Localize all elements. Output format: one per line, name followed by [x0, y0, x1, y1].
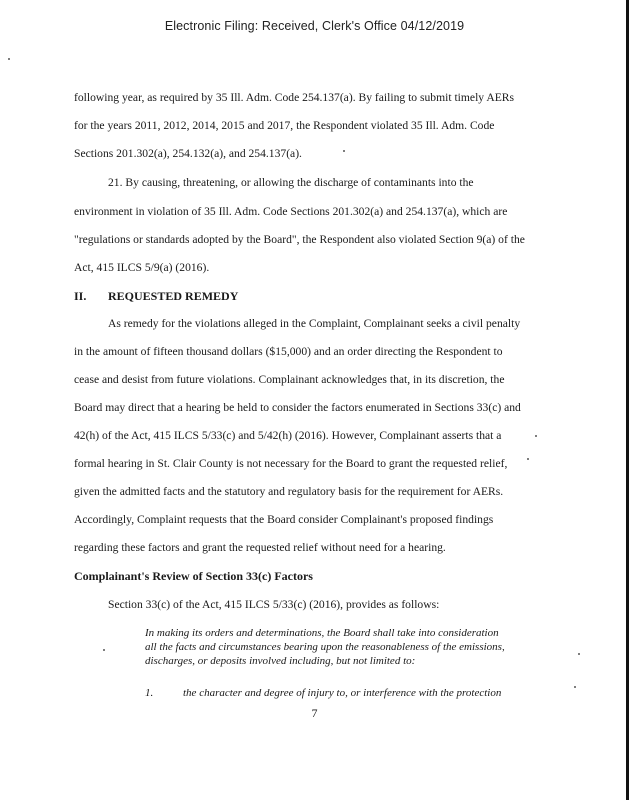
- scan-speck: [103, 649, 105, 651]
- scan-speck: [343, 150, 345, 152]
- scan-speck: [535, 435, 537, 437]
- text-line: "regulations or standards adopted by the Board", the Respondent also violated Section 9(a) of the: [74, 233, 525, 246]
- quote-line: all the facts and circumstances bearing upon the reasonableness of the emissions,: [145, 641, 505, 653]
- list-item-text: the character and degree of injury to, or interference with the protection: [183, 687, 502, 699]
- text-line: following year, as required by 35 Ill. Adm. Code 254.137(a). By failing to submit timely AERs: [74, 91, 515, 104]
- text-line: cease and desist from future violations. Complainant acknowledges that, in its discretion, the: [74, 373, 505, 386]
- text-line: Accordingly, Complaint requests that the Board consider Complainant's proposed findings: [74, 513, 494, 526]
- filing-stamp: Electronic Filing: Received, Clerk's Office 04/12/2019: [164, 19, 465, 33]
- page-number: 7: [311, 706, 318, 720]
- scan-speck: [574, 686, 576, 688]
- scan-speck: [8, 58, 10, 60]
- text-line: in the amount of fifteen thousand dollars ($15,000) and an order directing the Respondent to: [74, 345, 503, 358]
- text-line: Board may direct that a hearing be held to consider the factors enumerated in Sections 33(c) and: [74, 401, 521, 414]
- quote-line: In making its orders and determinations, the Board shall take into consideration: [145, 627, 499, 639]
- text-line: regarding these factors and grant the requested relief without need for a hearing.: [74, 541, 446, 554]
- subheading: Complainant's Review of Section 33(c) Factors: [74, 569, 313, 583]
- section-number: II.: [74, 289, 87, 303]
- text-line: As remedy for the violations alleged in the Complaint, Complainant seeks a civil penalty: [108, 317, 521, 330]
- quote-line: discharges, or deposits involved including, but not limited to:: [145, 655, 416, 667]
- scan-speck: [527, 458, 529, 460]
- text-line: Act, 415 ILCS 5/9(a) (2016).: [74, 261, 210, 274]
- section-title: REQUESTED REMEDY: [108, 289, 239, 303]
- text-line: Section 33(c) of the Act, 415 ILCS 5/33(c) (2016), provides as follows:: [108, 598, 440, 611]
- text-line: Sections 201.302(a), 254.132(a), and 254.137(a).: [74, 147, 302, 160]
- text-line: 42(h) of the Act, 415 ILCS 5/33(c) and 5/42(h) (2016). However, Complainant asserts that a: [74, 429, 502, 442]
- text-line: environment in violation of 35 Ill. Adm. Code Sections 201.302(a) and 254.137(a), which are: [74, 205, 508, 218]
- text-line: for the years 2011, 2012, 2014, 2015 and 2017, the Respondent violated 35 Ill. Adm. Code: [74, 119, 495, 132]
- text-line: formal hearing in St. Clair County is not necessary for the Board to grant the requested relief,: [74, 457, 508, 470]
- scan-speck: [578, 653, 580, 655]
- text-line: given the admitted facts and the statutory and regulatory basis for the requirement for AERs.: [74, 485, 504, 498]
- list-item-number: 1.: [145, 687, 154, 699]
- text-line: 21. By causing, threatening, or allowing the discharge of contaminants into the: [108, 176, 474, 189]
